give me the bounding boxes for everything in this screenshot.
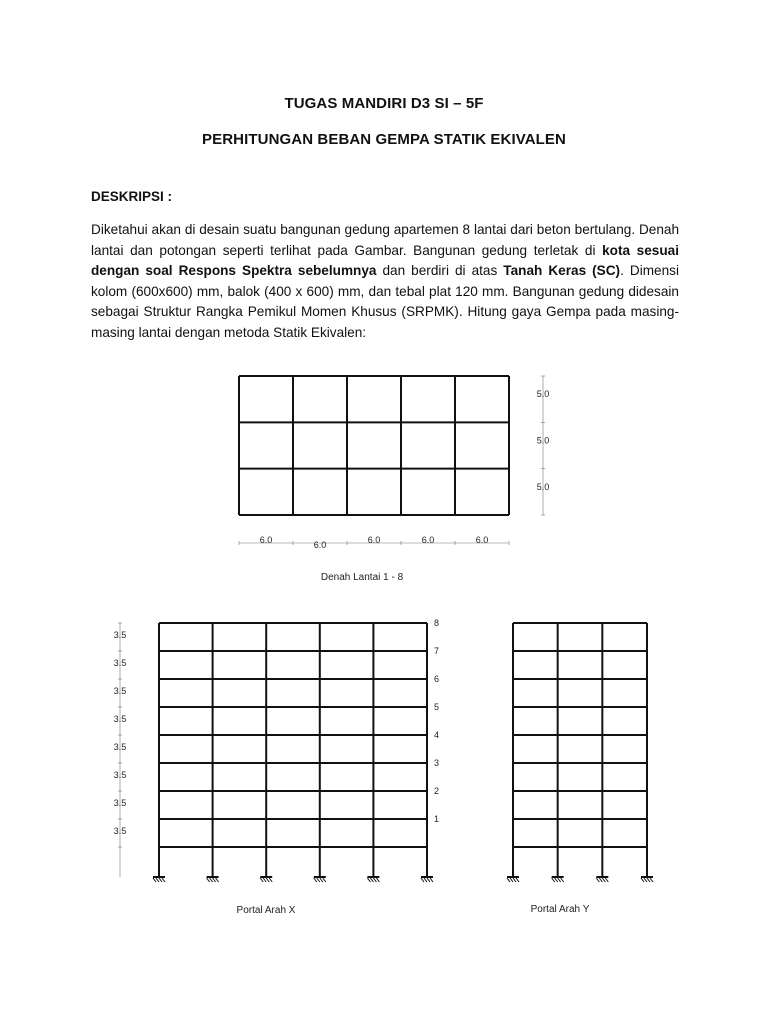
portal-y-support-hatch	[602, 878, 605, 882]
paragraph-run: dan berdiri di atas	[376, 263, 504, 279]
portal-x-floor-label: 5	[434, 702, 440, 712]
floor-plan-caption: Denah Lantai 1 - 8	[320, 572, 404, 583]
portal-x-frame	[153, 623, 433, 882]
portal-y-support-hatch	[561, 878, 564, 882]
portal-x-support-hatch	[424, 878, 427, 882]
portal-y-support-hatch	[596, 878, 599, 882]
portal-x-support-hatch	[376, 878, 379, 882]
portal-y-support-hatch	[516, 878, 519, 882]
portal-x-support-hatch	[314, 878, 317, 882]
portal-y-support-hatch	[507, 878, 510, 882]
portal-x-support-hatch	[210, 878, 213, 882]
portal-x-floor-label: 1	[434, 814, 440, 824]
portal-y-support-hatch	[555, 878, 558, 882]
portal-x-support-hatch	[370, 878, 373, 882]
portal-x-story-height-label: 3.5	[113, 630, 127, 640]
portal-x-support-hatch	[159, 878, 162, 882]
portal-x-support-hatch	[373, 878, 376, 882]
portal-x-story-height-label: 3.5	[113, 798, 127, 808]
plan-dimension-label-y: 5.0	[536, 481, 550, 492]
plan-dimension-label-y: 5.0	[536, 435, 550, 446]
portal-x-support-hatch	[269, 878, 272, 882]
portal-y-support-hatch	[599, 878, 602, 882]
portal-y-support-hatch	[647, 878, 650, 882]
portal-x-support-hatch	[427, 878, 430, 882]
portal-x-support-hatch	[216, 878, 219, 882]
section-heading: DESKRIPSI :	[91, 189, 173, 204]
portal-y-support-hatch	[650, 878, 653, 882]
portal-y-support-hatch	[558, 878, 561, 882]
portal-x-support-hatch	[153, 878, 156, 882]
portal-x-support-hatch	[266, 878, 269, 882]
portal-x-floor-label: 8	[434, 618, 440, 628]
plan-dimension-label-x: 6.0	[421, 535, 435, 545]
portal-x-support-hatch	[207, 878, 210, 882]
portal-x-story-height-label: 3.5	[113, 658, 127, 668]
floor-plan-grid	[239, 376, 509, 515]
portal-y-frame	[507, 623, 653, 882]
portal-x-support-hatch	[421, 878, 424, 882]
portal-y-caption: Portal Arah Y	[530, 904, 590, 915]
portal-x-story-height-label: 3.5	[113, 714, 127, 724]
portal-x-floor-label: 4	[434, 730, 440, 740]
paragraph-bold-run: Tanah Keras (SC)	[503, 263, 621, 279]
portal-x-floor-label: 2	[434, 786, 440, 796]
portal-x-floor-label: 6	[434, 674, 440, 684]
paragraph-run: Diketahui akan di desain suatu bangunan gedung apartemen 8 lantai dari beton bertulang. Denah lantai dan potongan seperti terlihat pada Gambar. Bangunan gedung terletak di	[91, 222, 679, 258]
portal-x-support-hatch	[320, 878, 323, 882]
portal-x-support-hatch	[156, 878, 159, 882]
portal-y-support-hatch	[510, 878, 513, 882]
paragraph-bold-run: kota sesuai dengan soal Respons Spektra sebelumnya	[91, 242, 679, 279]
portal-x-support-hatch	[162, 878, 165, 882]
portal-x-support-hatch	[323, 878, 326, 882]
portal-y-support-hatch	[513, 878, 516, 882]
portal-x-support-hatch	[260, 878, 263, 882]
portal-x-support-hatch	[317, 878, 320, 882]
portal-x-floor-label: 3	[434, 758, 440, 768]
portal-x-floor-label: 7	[434, 646, 440, 656]
portal-x-story-height-label: 3.5	[113, 770, 127, 780]
portal-y-support-hatch	[605, 878, 608, 882]
plan-dimension-label-x: 6.0	[259, 535, 273, 545]
portal-x-support-hatch	[213, 878, 216, 882]
document-subtitle: PERHITUNGAN BEBAN GEMPA STATIK EKIVALEN	[202, 131, 566, 148]
portal-x-caption: Portal Arah X	[236, 905, 296, 916]
document-title: TUGAS MANDIRI D3 SI – 5F	[284, 95, 484, 112]
portal-x-support-hatch	[263, 878, 266, 882]
plan-dimension-label-x: 6.0	[475, 535, 489, 545]
plan-dimension-label-x: 6.0	[367, 535, 381, 545]
plan-dimension-label-x: 6.0	[313, 540, 327, 550]
portal-y-support-hatch	[644, 878, 647, 882]
portal-x-support-hatch	[430, 878, 433, 882]
portal-x-story-height-label: 3.5	[113, 686, 127, 696]
plan-dimension-label-y: 5.0	[536, 389, 550, 400]
portal-y-support-hatch	[641, 878, 644, 882]
portal-x-story-height-label: 3.5	[113, 826, 127, 836]
portal-x-story-height-label: 3.5	[113, 742, 127, 752]
portal-x-support-hatch	[367, 878, 370, 882]
portal-y-support-hatch	[552, 878, 555, 882]
paragraph-run: . Dimensi kolom (600x600) mm, balok (400 x 600) mm, dan tebal plat 120 mm. Bangunan gedung didesain sebagai Struktur Rangka Pemikul Momen Khusus (SRPMK). Hitung gaya Gempa pada masing-masing lantai dengan metoda Statik Ekivalen:	[91, 263, 679, 340]
